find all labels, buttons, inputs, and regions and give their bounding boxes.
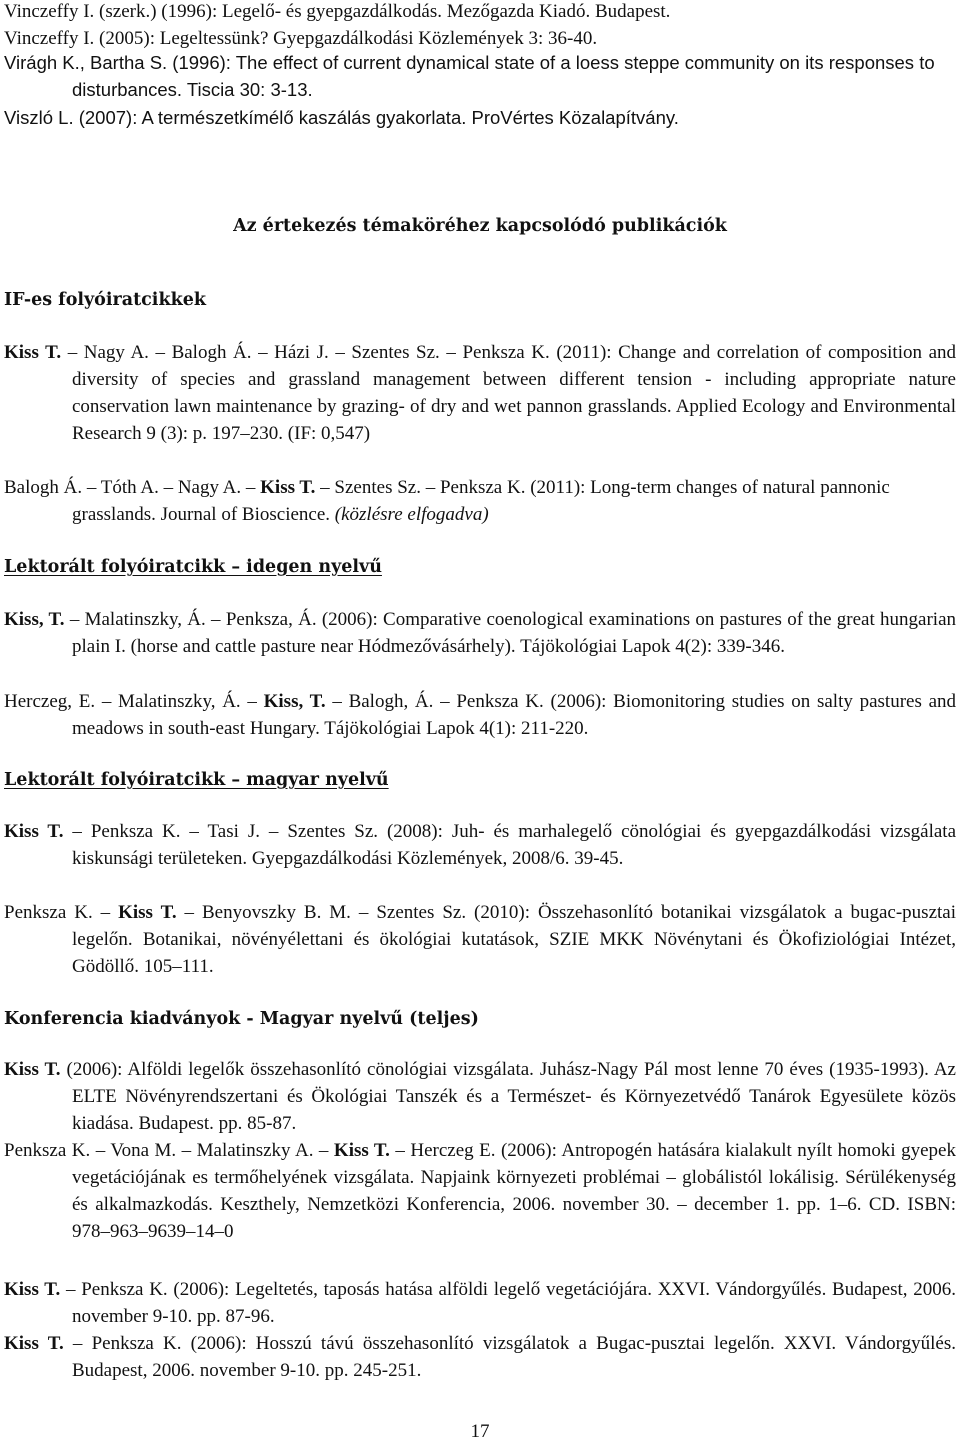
publication-authors: Balogh Á. – Tóth A. – Nagy A. –: [4, 477, 261, 498]
publication-text: – Szentes Sz. – Penksza K. (2011): Long-term changes of natural pannonic grasslands. Journal of Bioscience.: [72, 477, 890, 525]
publication-authors: Herczeg, E. – Malatinszky, Á. –: [4, 691, 264, 712]
reference-entry: Virágh K., Bartha S. (1996): The effect of current dynamical state of a loess steppe community on its responses to disturbances. Tiscia 30: 3-13.: [4, 52, 935, 100]
section-heading-hungarian: Lektorált folyóiratcikk – magyar nyelvű: [4, 770, 389, 790]
author-highlight: Kiss, T.: [4, 609, 65, 630]
reference-entry: Vinczeffy I. (2005): Legeltessünk? Gyepgazdálkodási Közlemények 3: 36-40.: [4, 28, 598, 49]
author-highlight: Kiss T.: [4, 1333, 64, 1354]
author-highlight: Kiss T.: [4, 1059, 61, 1080]
author-highlight: Kiss T.: [4, 1279, 61, 1300]
publication-text: (2006): Alföldi legelők összehasonlító cönológiai vizsgálata. Juhász-Nagy Pál most lenne 70 éves (1935-1993). Az ELTE Növényrendszertani és Ökológiai Tanszék és a Természet- és Környezetvédő Tanárok Egyesülete közös kiadása. Budapest. pp. 85-87.: [60, 1059, 956, 1134]
publication-entry: [4, 339, 956, 447]
author-highlight: Kiss T.: [118, 902, 177, 923]
publication-text: – Malatinszky, Á. – Penksza, Á. (2006): Comparative coenological examinations on pastures of the great hungarian plain I. (horse and cattle pasture near Hódmezővásárhely). Tájökológiai Lapok 4(2): 339-346.: [64, 609, 956, 657]
publication-entry: [4, 688, 956, 742]
publication-entry: [4, 1137, 956, 1245]
author-highlight: Kiss, T.: [263, 691, 326, 712]
publication-text: – Nagy A. – Balogh Á. – Házi J. – Szentes Sz. – Penksza K. (2011): Change and correlation of composition and diversity of species and grassland management between different tension - including appropriate nature conservation lawn maintenance by grazing- of dry and wet pannon grasslands. Applied Ecology and Environmental Research 9 (3): p. 197–230. (IF: 0,547): [61, 342, 956, 444]
author-highlight: Kiss T.: [4, 342, 62, 363]
publication-text: – Penksza K. (2006): Hosszú távú összehasonlító vizsgálatok a Bugac-pusztai legelőn. XXVI. Vándorgyűlés. Budapest, 2006. november 9-10. pp. 245-251.: [63, 1333, 956, 1381]
page-number: 17: [470, 1421, 490, 1442]
publication-entry: [4, 1056, 956, 1137]
author-highlight: Kiss T.: [4, 821, 64, 842]
page-title: Az értekezés témaköréhez kapcsolódó publikációk: [233, 216, 727, 236]
publication-entry: [4, 474, 956, 528]
publication-authors: Penksza K. –: [4, 902, 119, 923]
section-heading-if: IF-es folyóiratcikkek: [4, 290, 206, 310]
publication-status: (közlésre elfogadva): [334, 504, 489, 525]
publication-text: – Penksza K. (2006): Legeltetés, taposás hatása alföldi legelő vegetációjára. XXVI. Vándorgyűlés. Budapest, 2006. november 9-10. pp. 87-96.: [60, 1279, 956, 1327]
publication-text: – Balogh, Á. – Penksza K. (2006): Biomonitoring studies on salty pastures and meadows in south-east Hungary. Tájökológiai Lapok 4(1): 211-220.: [72, 691, 957, 739]
publication-authors: Penksza K. – Vona M. – Malatinszky A. –: [4, 1140, 334, 1161]
reference-entry: Vinczeffy I. (szerk.) (1996): Legelő- és gyepgazdálkodás. Mezőgazda Kiadó. Budapest.: [4, 1, 671, 22]
publication-entry: [4, 606, 956, 660]
author-highlight: Kiss T.: [333, 1140, 390, 1161]
author-highlight: Kiss T.: [260, 477, 316, 498]
publication-entry: [4, 899, 956, 980]
publication-entry: [4, 1276, 956, 1330]
publication-text: – Benyovszky B. M. – Szentes Sz. (2010): Összehasonlító botanikai vizsgálatok a bugac-pusztai legelőn. Botanikai, növényélettani és ökológiai kutatások, SZIE MKK Növénytani és Ökofiziológiai Intézet, Gödöllő. 105–111.: [72, 902, 956, 977]
publication-entry: [4, 818, 956, 872]
section-heading-conference: Konferencia kiadványok - Magyar nyelvű (teljes): [4, 1009, 479, 1029]
publication-text: – Penksza K. – Tasi J. – Szentes Sz. (2008): Juh- és marhalegelő cönológiai és gyepgazdálkodási vizsgálata kiskunsági területeken. Gyepgazdálkodási Közlemények, 2008/6. 39-45.: [63, 821, 956, 869]
publication-text: – Herczeg E. (2006): Antropogén hatására kialakult nyílt homoki gyepek vegetációjának es termőhelyének vizsgálata. Napjaink környezeti problémai – globálistól lokálisig. Sérülékenység és alkalmazkodás. Keszthely, Nemzetközi Konferencia, 2006. november 30. – december 1. pp. 1–6. CD. ISBN: 978–963–9639–14–0: [72, 1140, 956, 1242]
section-heading-foreign: Lektorált folyóiratcikk – idegen nyelvű: [4, 557, 382, 577]
reference-entry: Viszló L. (2007): A természetkímélő kaszálás gyakorlata. ProVértes Közalapítvány.: [4, 107, 679, 128]
publication-entry: [4, 1330, 956, 1384]
